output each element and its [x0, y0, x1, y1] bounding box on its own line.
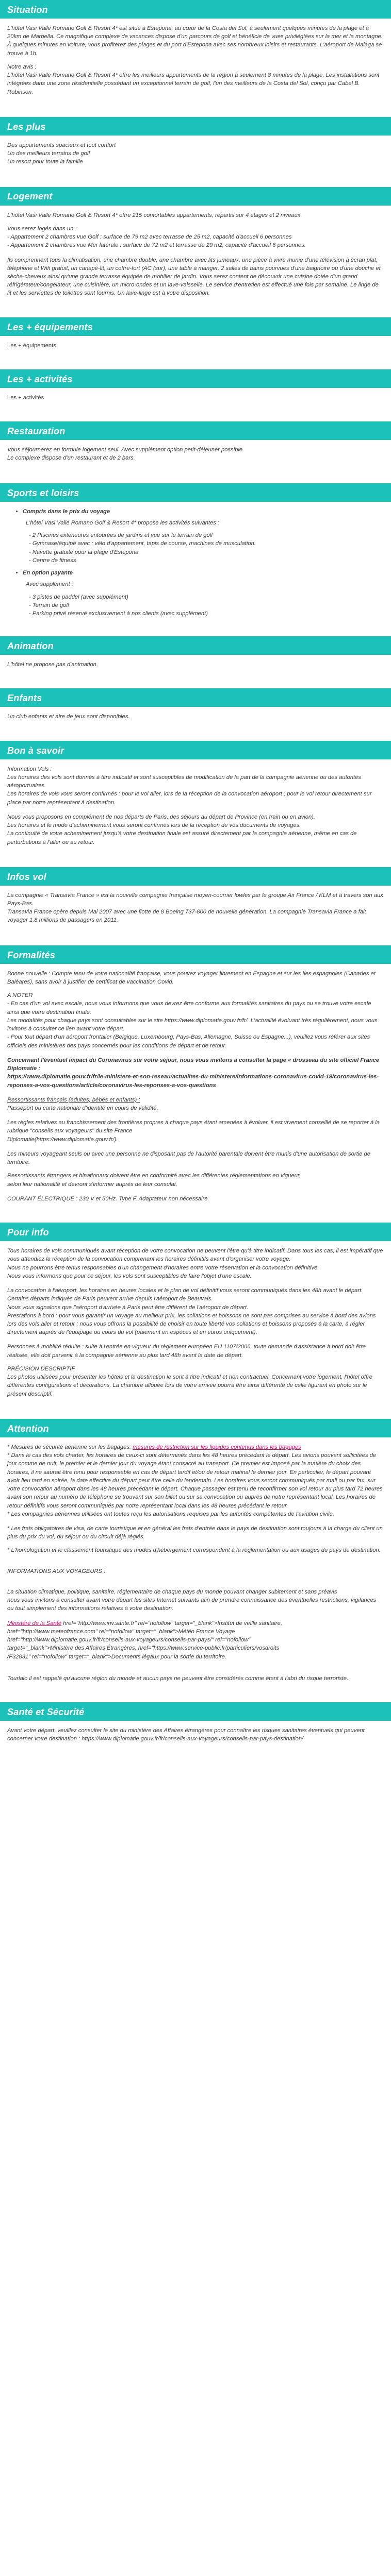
- list-item: - Appartement 2 chambres vue Golf : surface de 79 m2 avec terrasse de 25 m2, capacité d'accueil 6 personnes: [7, 234, 292, 241]
- paragraph: Bonne nouvelle : Compte tenu de votre nationalité française, vous pouvez voyager librement en Espagne et sur les îles espagnoles (Canaries et Baléares), sans avoir à justifier de certificat de vaccination Covid.: [7, 970, 376, 985]
- notre-avis: [7, 63, 384, 96]
- paragraph: selon leur nationalité et devront s'informer auprès de leur consulat.: [7, 1181, 177, 1188]
- paragraph: * Les frais obligatoires de visa, de carte touristique et en général les frais d'entrée dans le pays de destination sont toujours à la charge du client un plus du prix du vol, du séjour ou du circuit déjà réglés.: [7, 1525, 383, 1540]
- paragraph: href="http://www.meteofrance.com" rel="nofollow" target="_blank">Météo France Voyage: [7, 1628, 235, 1635]
- list-item: - 2 Piscines extérieures entourées de jardins et vue sur le terrain de golf: [29, 532, 213, 539]
- paragraph: [7, 1172, 384, 1180]
- list-item: [23, 569, 384, 618]
- paragraph: La situation climatique, politique, sanitaire, réglementaire de chaque pays du monde pouvant changer subitement et sans préavis: [7, 1588, 337, 1595]
- paragraph: Transavia France opère depuis Mai 2007 avec une flotte de 8 Boeing 737-800 de nouvelle génération. La compagnie Transavia France a fait voyager 1,8 millions de passagers en 2011.: [7, 909, 366, 924]
- section-activites: [0, 388, 391, 421]
- paragraph: L'hôtel Vasi Valle Romano Golf & Resort 4* offre les meilleurs appartements de la région à seulement 8 minutes de la plage. Les installations sont intégrées dans une zone résidentielle possédant un exceptionnel terrain de golf, l'un des meilleurs de la Costa del Sol, conçu par Cabel B. Robinson.: [7, 72, 380, 95]
- list-item: - Appartement 2 chambres vue Mer latérale : surface de 72 m2 et terrasse de 29 m2, capacité d'accueil 6 personnes.: [7, 242, 306, 249]
- section-title: Sports et loisirs: [7, 487, 79, 498]
- diplomatie-link[interactable]: https://www.diplomatie.gouv.fr/fr/le-ministere-et-son-reseau/actualites-du-ministere/informations-coronavirus-covid-19/coronavirus-les-reponses-a-vos-questions/article/coronavirus-les-reponses-a-vos-questions: [7, 1074, 379, 1089]
- paragraph: - Pour tout départ d'un aéroport frontalier (Belgique, Luxembourg, Pays-Bas, Allemagne, Suisse ou Espagne...), veuillez vous référer aux sites officiels des ministères des pays concernés pour les conditions de départ et de retour.: [7, 1034, 370, 1049]
- list-item: - Terrain de golf: [29, 602, 69, 608]
- section-header-activites: [0, 369, 391, 388]
- section-header-formalites: [0, 945, 391, 964]
- paragraph-label: INFORMATIONS AUX VOYAGEURS :: [7, 1568, 106, 1574]
- section-header-situation: [0, 0, 391, 19]
- paragraph: * Dans le cas des vols charter, les horaires de ceux-ci sont déterminés dans les 48 heures précédant le départ. Les avions pouvant sollicitées de jour comme de nuit, le premier et le dernier jour du voyage étant consacré au transport. Ce premier est imposé par la matière du choix des horaires, il ne saurait être tenu pour responsable en cas de départ tardif et/ou de retour matinal le dernier jour. En particulier, le départ pouvant avoir lieu tard en soirée, la date effective du départ peut être celle du lendemain. Les horaires vous seront communiqués par mail ou par fax, sur votre convocation aéroport dans les 48 heures précédant le départ. Chaque passager est tenu de reconfirmer son vol retour au plus tard 72 heures avant son retour au numéro de téléphone se trouvant sur son billet ou sur sa convocation ou auprès de notre représentant local. Les horaires de retour définitifs vous seront communiqués par notre représentant local dans les 48 heures précédant le retour.: [7, 1452, 383, 1509]
- section-header-bon-a-savoir: [0, 741, 391, 759]
- section-animation: [0, 655, 391, 688]
- paragraph-label: PRÉCISION DESCRIPTIF: [7, 1365, 75, 1372]
- paragraph: Passeport ou carte nationale d'identité en cours de validité.: [7, 1105, 158, 1111]
- paragraph: La continuité de votre acheminement jusqu'à votre destination finale est assuré directement par la compagnie aérienne, même en cas de perturbations à l'aller ou au retour.: [7, 831, 357, 845]
- paragraph: href="http://www.diplomatie.gouv.fr/fr/conseils-aux-voyageurs/conseils-par-pays/" rel="nofollow": [7, 1637, 251, 1643]
- paragraph: Un club enfants et aire de jeux sont disponibles.: [7, 714, 130, 720]
- paragraph: Tourlalo il est rappelé qu'aucune région du monde et aucun pays ne peuvent être considérés comme étant à l'abri du risque terroriste.: [7, 1675, 349, 1682]
- section-title: Restauration: [7, 426, 66, 437]
- paragraph: Les photos utilisées pour présenter les hôtels et la destination le sont à titre indicatif et non contractuel. Concernant votre logement, l'hôtel offre différentes configurations et décorations. La chambre allouée lors de votre arrivée pourra être ainsi différente de celle figurant en photo sur le présent descriptif.: [7, 1374, 372, 1397]
- section-title: Les + équipements: [7, 321, 93, 332]
- paragraph: Les horaires de vols vous seront confirmés : pour le vol aller, lors de la réception de la convocation aéroport ; pour le vol retour directement sur place par notre représentant à destination.: [7, 791, 372, 806]
- paragraph: [7, 1443, 384, 1451]
- paragraph: [7, 1619, 384, 1628]
- section-header-restauration: [0, 421, 391, 440]
- paragraph: Avant votre départ, veuillez consulter le site du ministère des Affaires étrangères pour connaître les risques sanitaires éventuels qui peuvent concerner votre destination : https://www.diplomatie.gouv.fr/fr/conseils-aux-voyageurs/conseils-par-pays-destination/: [7, 1727, 365, 1742]
- paragraph-label: Information Vols :: [7, 766, 52, 772]
- list-item-details: [26, 519, 384, 565]
- section-formalites: [0, 964, 391, 1223]
- section-title: Pour info: [7, 1227, 49, 1238]
- section-header-sports: [0, 483, 391, 502]
- section-title: Infos vol: [7, 871, 46, 882]
- paragraph: L'hôtel Vasi Valle Romano Golf & Resort 4* est situé à Estepona, au cœur de la Costa del Sol, à seulement quelques minutes de la plage et à 20km de Marbella. Ce magnifique complexe de vacances dispose d'un parcours de golf et bénéficie de vues privilégiées sur la mer et la montagne. À quelques minutes en voiture, vous profiterez des plages et du port d'Estepona avec ses nombreux loisirs et restaurants. L'aéroport de Malaga se trouve à 1h.: [7, 25, 383, 57]
- list-item: - Gymnase/équipé avec : vélo d'appartement, tapis de course, machines de musculation.: [29, 540, 256, 547]
- section-title: Animation: [7, 641, 54, 652]
- section-title: Enfants: [7, 693, 42, 704]
- section-situation: [0, 19, 391, 117]
- section-header-infos-vol: [0, 867, 391, 886]
- list-item: - Parking privé réservé exclusivement à nos clients (avec supplément): [29, 610, 208, 617]
- section-header-plus: [0, 117, 391, 135]
- paragraph: /F32831" rel="nofollow" target="_blank">Documents légaux pour la sortie du territoire.: [7, 1653, 227, 1660]
- paragraph: Concernant l'éventuel impact du Coronavirus sur votre séjour, nous vous invitons à consulter la page « drosseau du site officiel France Diplomatie :: [7, 1057, 380, 1072]
- paragraph: target="_blank">Ministère des Affaires Étrangères, href="https://www.service-public.fr/particuliers/vosdroits: [7, 1645, 280, 1652]
- paragraph: Les horaires et le mode d'acheminement vous seront confirmés lors de la réception de vos documents de voyages.: [7, 822, 301, 829]
- section-header-equipements: [0, 317, 391, 336]
- paragraph: Diplomatie(https://www.diplomatie.gouv.fr/).: [7, 1136, 118, 1143]
- paragraph: Tous horaires de vols communiqués avant réception de votre convocation ne peuvent l'être qu'à titre indicatif. Dans tous les cas, il est impératif que vous attendiez la réception de la convocation comprenant les horaires définitifs avant d'organiser votre voyage.: [7, 1248, 383, 1263]
- list-item-title: En option payante: [23, 570, 73, 577]
- paragraph: Certains départs indiqués de Paris peuvent arrive depuis l'aéroport de Beauvais.: [7, 1296, 213, 1302]
- list-item: Un resort pour toute la famille: [7, 159, 83, 165]
- paragraph: Nous vous proposons en complément de nos départs de Paris, des séjours au départ de Province (en train ou en avion).: [7, 814, 316, 820]
- list-item: Des appartements spacieux et tout confort: [7, 142, 116, 148]
- paragraph: Prestations à bord : pour vous garantir un voyage au meilleur prix, les collations et boissons ne sont pas comprises au service à bord des avions lors des vols aller et retour ; nous vous offrons la possibilité de choisir en toute liberté vos collations et boissons proposés à la carte, à régler directement auprès de l'équipage ou cours du vol (paiement en espèces et en euros uniquement).: [7, 1312, 376, 1336]
- section-header-logement: [0, 187, 391, 206]
- paragraph: La compagnie « Transavia France » est la nouvelle compagnie française moyen-courrier lowles par le groupe Air France / KLM et à travers son aux Pays-Bas.: [7, 892, 383, 907]
- paragraph: Vous serez logés dans un :: [7, 225, 77, 232]
- paragraph: Les + équipements: [7, 342, 56, 349]
- section-sports: [0, 502, 391, 637]
- paragraph-label: Notre avis :: [7, 63, 37, 70]
- paragraph: Les modalités pour chaque pays sont consultables sur le site https://www.diplomatie.gouv.fr/fr/. L'actualité évoluant très régulièrement, nous vous invitons à consulter ce lien avant votre départ.: [7, 1017, 378, 1032]
- paragraph: Les + activités: [7, 394, 44, 401]
- paragraph: Personnes à mobilité réduite : suite à l'entrée en vigueur du règlement européen EU 1107/2006, toute demande d'assistance à bord doit être réalisée, elle doit parvenir à la compagnie aérienne au plus tard 48h avant la date de départ.: [7, 1344, 366, 1359]
- section-header-sante: [0, 1702, 391, 1721]
- section-header-enfants: [0, 688, 391, 707]
- list-item: Un des meilleurs terrains de golf: [7, 150, 90, 157]
- section-header-attention: [0, 1419, 391, 1437]
- list-item-title: Compris dans le prix du voyage: [23, 508, 110, 515]
- list-item: - 3 pistes de paddel (avec supplément): [29, 594, 128, 600]
- section-plus: [0, 135, 391, 187]
- paragraph: Nous ne pourrons être tenus responsables d'un changement d'horaires entre votre réservation et la convocation définitive.: [7, 1264, 319, 1271]
- paragraph: Ressortissants étrangers et binationaux doivent être en conformité avec les différentes réglementations en vigueur,: [7, 1173, 301, 1179]
- section-title: Logement: [7, 191, 53, 202]
- paragraph: L'hôtel Vasi Valle Romano Golf & Resort 4* offre 215 confortables appartements, répartis sur 4 étages et 2 niveaux.: [7, 212, 302, 218]
- paragraph: L'hôtel ne propose pas d'animation.: [7, 662, 98, 668]
- section-sante: [0, 1721, 391, 1762]
- section-equipements: [0, 336, 391, 369]
- section-header-animation: [0, 636, 391, 655]
- liquids-restriction-link[interactable]: mesures de restriction sur les liquides contenus dans les bagages: [133, 1444, 301, 1450]
- section-enfants: [0, 707, 391, 740]
- list-item: [23, 507, 384, 565]
- paragraph: * Les compagnies aériennes utilisées ont toutes reçu les autorisations requises par les autorités compétentes de l'aviation civile.: [7, 1511, 334, 1517]
- section-title: Les + activités: [7, 374, 73, 384]
- paragraph: href="http://www.inv.sante.fr" rel="nofollow" target="_blank">Institut de veille sanitaire,: [61, 1620, 282, 1626]
- section-title: Les plus: [7, 121, 46, 132]
- paragraph: nous vous invitons à consulter avant votre départ les sites Internet suivants afin de prendre connaissance des éventuelles restrictions, vigilances ou tout simplement des informations relatives à votre destination.: [7, 1597, 377, 1612]
- paragraph: Avec supplément :: [26, 581, 73, 588]
- section-bon-a-savoir: [0, 759, 391, 867]
- section-title: Formalités: [7, 950, 56, 960]
- section-pour-info: [0, 1241, 391, 1419]
- section-title: Situation: [7, 4, 48, 15]
- paragraph: Le complexe dispose d'un restaurant et de 2 bars.: [7, 455, 135, 462]
- paragraph: Vous séjournerez en formule logement seul. Avec supplément option petit-déjeuner possible.: [7, 447, 245, 453]
- section-attention: [0, 1437, 391, 1702]
- paragraph: COURANT ÉLECTRIQUE : 230 V et 50Hz. Type F. Adaptateur non nécessaire.: [7, 1195, 209, 1202]
- paragraph: - En cas d'un vol avec escale, nous vous informons que vous devrez être conforme aux formalités sanitaires du pays ou se trouve votre escale ainsi que votre destination finale.: [7, 1001, 371, 1015]
- section-logement: [0, 206, 391, 317]
- section-restauration: [0, 440, 391, 483]
- paragraph-label: A NOTER: [7, 992, 33, 999]
- paragraph: Les règles relatives au franchissement des frontières propres à chaque pays étant amenées à évoluer, il est vivement conseillé de se reporter à la rubrique "conseils aux voyageurs" du site France: [7, 1120, 380, 1134]
- paragraph-label: Ressortissants français (adultes, bébés et enfants) :: [7, 1096, 140, 1103]
- list-item: - Navette gratuite pour la plage d'Estepona: [29, 549, 139, 555]
- paragraph: Nous vous informons que pour ce séjour, les vols sont susceptibles de faire l'objet d'une escale.: [7, 1273, 252, 1279]
- ministere-sante-link[interactable]: Ministère de la Santé: [7, 1620, 62, 1626]
- section-title: Attention: [7, 1423, 49, 1434]
- paragraph: Les horaires des vols sont donnés à titre indicatif et sont susceptibles de modification de la part de la compagnie aérienne ou des autorités aéroportuaires.: [7, 774, 361, 789]
- paragraph: * Mesures de sécurité aérienne sur les bagages:: [7, 1444, 133, 1450]
- paragraph: Les mineurs voyageant seuls ou avec une personne ne disposant pas de l'autorité parentale doivent être munis d'une autorisation de sortie de territoire.: [7, 1150, 370, 1166]
- paragraph: Nous vous signalons que l'aéroport d'arrivée à Paris peut être différent de l'aéroport de départ.: [7, 1304, 249, 1311]
- list-item: - Centre de fitness: [29, 557, 76, 564]
- list-item-details: [26, 580, 384, 618]
- paragraph: L'hôtel Vasi Valle Romano Golf & Resort 4* propose les activités suivantes :: [26, 519, 220, 526]
- sports-list: [7, 507, 384, 618]
- paragraph: Ils comprennent tous la climatisation, une chambre double, une chambre avec lits jumeaux, une pièce à vivre munie d'une télévision à écran plat, téléphone et Wifi gratuit, un canapé-lit, un coffre-fort (AC (sur), une table à manger, 2 salles de bains pourvues d'une baignoire ou d'une douche et sèche-cheveux ainsi qu'une grande terrasse équipée de mobilier de jardin. Vous serez content de découvrir une cuisine dotée d'un grand réfrigérateur/congélateur, une cuisinière, un micro-ondes et un lave-vaisselle. Le service d'entretien est effectué une fois par semaine. Le linge de lit et les serviettes de toilettes sont fournis. Un lave-linge est à votre disposition.: [7, 257, 381, 297]
- section-title: Santé et Sécurité: [7, 1706, 85, 1717]
- section-infos-vol: [0, 886, 391, 945]
- section-title: Bon à savoir: [7, 745, 64, 756]
- section-header-pour-info: [0, 1223, 391, 1241]
- paragraph: La convocation à l'aéroport, les horaires en heures locales et le plan de vol définitif vous seront communiqués dans les 48h avant le départ.: [7, 1287, 363, 1294]
- paragraph: * L'homologation et le classement touristique des modes d'hébergement correspondent à la réglementation ou aux usages du pays de destination.: [7, 1547, 381, 1554]
